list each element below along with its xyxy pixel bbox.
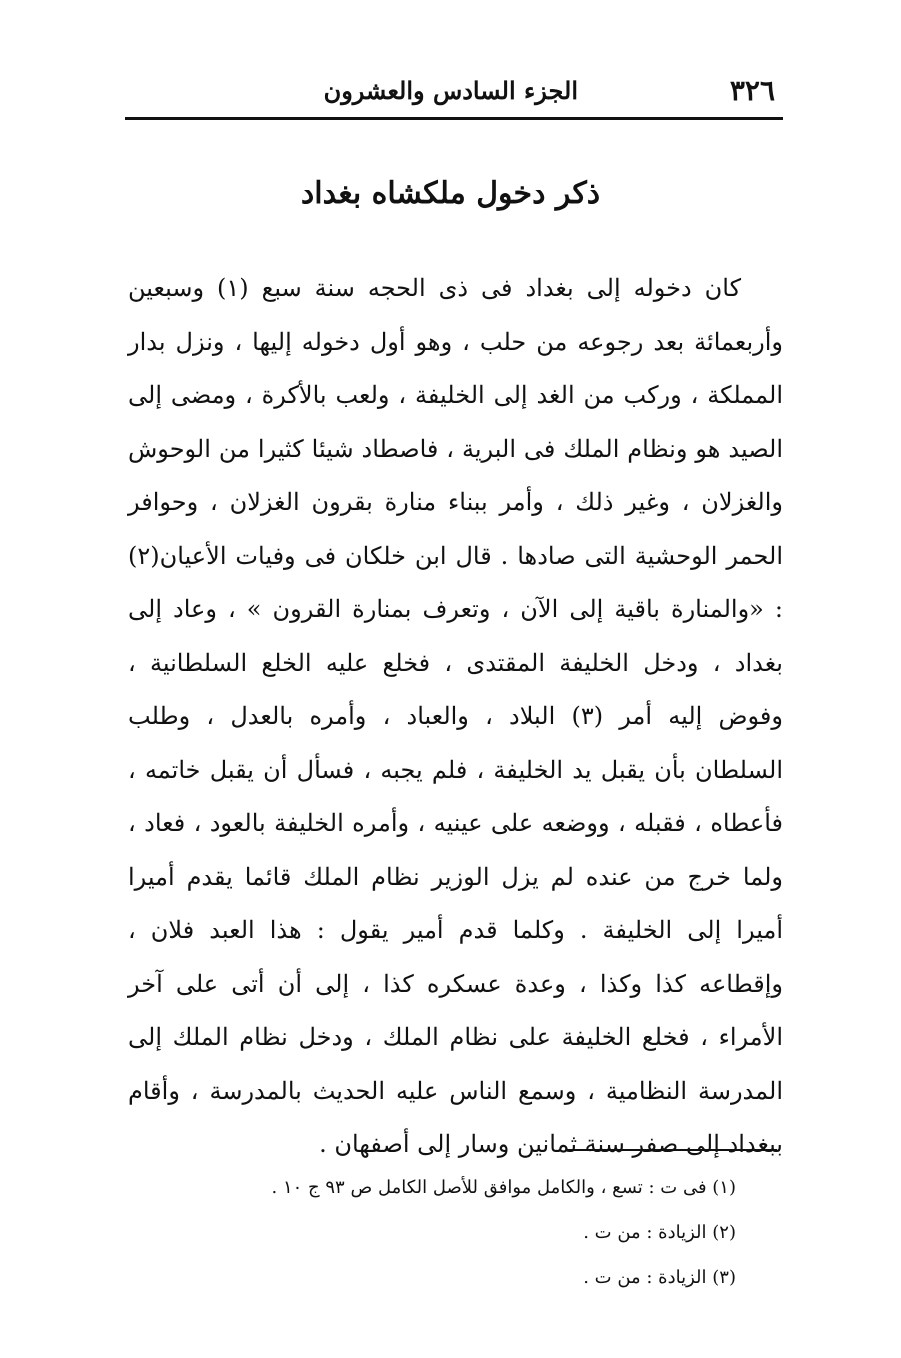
page-number: ٣٢٦ [729,74,775,107]
footnotes [160,1165,736,1300]
running-title: الجزء السادس والعشرون [323,76,578,105]
page-header [125,70,783,120]
body-paragraph: كان دخوله إلى بغداد فى ذى الحجه سنة سبع (١) وسبعين وأربعمائة بعد رجوعه من حلب ، وهو أول دخوله إليها ، ونزل بدار المملكة ، وركب من الغد إلى الخليفة ، ولعب بالأكرة ، ومضى إلى الصيد هو ونظام الملك فى البرية ، فاصطاد شيئا كثيرا من الوحوش والغزلان ، وغير ذلك ، وأمر ببناء منارة بقرون الغزلان ، وحوافر الحمر الوحشية التى صادها . قال ابن خلكان فى وفيات الأعيان(٢) : «والمنارة باقية إلى الآن ، وتعرف بمنارة القرون » ، وعاد إلى بغداد ، ودخل الخليفة المقتدى ، فخلع عليه الخلع السلطانية ، وفوض إليه أمر (٣) البلاد ، والعباد ، وأمره بالعدل ، وطلب السلطان بأن يقبل يد الخليفة ، فلم يجبه ، فسأل أن يقبل خاتمه ، فأعطاه ، فقبله ، ووضعه على عينيه ، وأمره الخليفة بالعود ، فعاد ، ولما خرج من عنده لم يزل الوزير نظام الملك قائما يقدم أميرا أميرا إلى الخليفة . وكلما قدم أمير يقول : هذا العبد فلان ، وإقطاعه كذا وكذا ، وعدة عسكره كذا ، إلى أن أتى على آخر الأمراء ، فخلع الخليفة على نظام الملك ، ودخل نظام الملك إلى المدرسة النظامية ، وسمع الناس عليه الحديث بالمدرسة ، وأقام ببغداد إلى صفر سنة ثمانين وسار إلى أصفهان . [128,274,784,1158]
footnote-3: (٣) الزيادة : من ت . [583,1267,736,1288]
footnote-1: (١) فى ت : تسع ، والكامل موافق للأصل الكامل ص ٩٣ ج ١٠ . [271,1177,736,1198]
body-text [128,262,783,1172]
header-rule [125,117,783,120]
footnote-2: (٢) الزيادة : من ت . [583,1222,736,1243]
section-title: ذكر دخول ملكشاه بغداد [300,176,601,211]
footnote-rule [567,1149,777,1151]
